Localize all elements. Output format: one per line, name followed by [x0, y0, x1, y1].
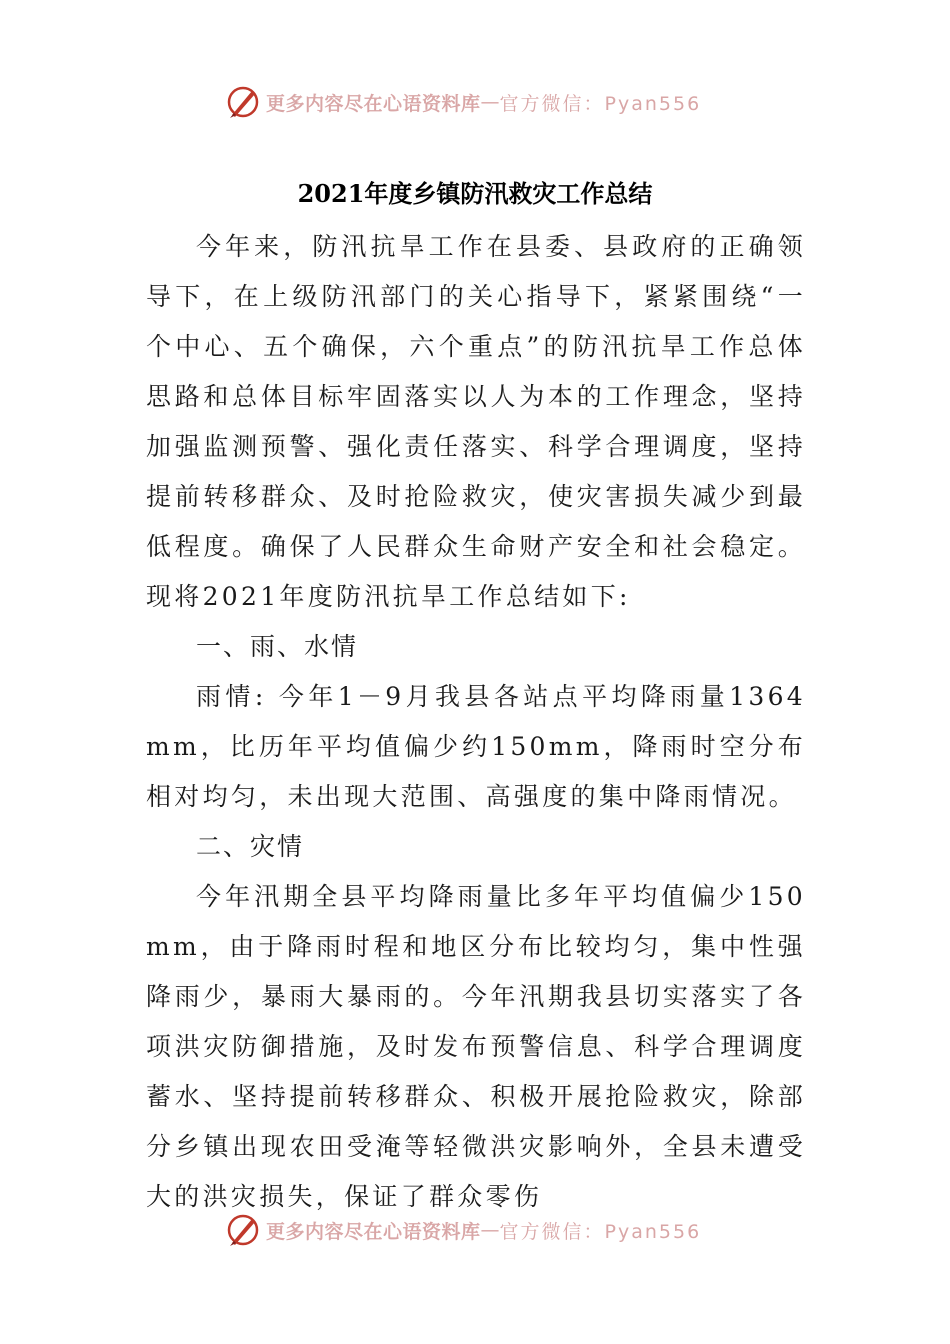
- section-heading-rain-water: 一、雨、水情: [196, 632, 359, 661]
- watermark-banner-top: [226, 82, 701, 122]
- watermark-separator: —: [480, 1219, 500, 1241]
- watermark-separator: —: [480, 91, 500, 113]
- watermark-banner-bottom: [226, 1210, 701, 1250]
- pen-circle-logo-icon: [226, 85, 260, 119]
- pen-circle-logo-icon: [226, 1213, 260, 1247]
- document-body: [146, 222, 806, 1222]
- disaster-paragraph: 今年汛期全县平均降雨量比多年平均值偏少150mm，由于降雨时程和地区分布比较均匀，集中性强降雨少，暴雨大暴雨的。今年汛期我县切实落实了各项洪灾防御措施，及时发布预警信息、科学合理调度蓄水、坚持提前转移群众、积极开展抢险救灾，除部分乡镇出现农田受淹等轻微洪灾影响外，全县未遭受大的洪灾损失，保证了群众零伤: [146, 882, 806, 1211]
- watermark-brand: 更多内容尽在心语资料库: [266, 92, 481, 115]
- section-heading-disaster: 二、灾情: [196, 832, 305, 861]
- watermark-wechat: 官方微信：Pyan556: [499, 92, 702, 115]
- watermark-wechat: 官方微信：Pyan556: [499, 1220, 702, 1243]
- watermark-brand: 更多内容尽在心语资料库: [266, 1220, 481, 1243]
- document-title: 2021年度乡镇防汛救灾工作总结: [297, 179, 653, 208]
- intro-paragraph: 今年来，防汛抗旱工作在县委、县政府的正确领导下，在上级防汛部门的关心指导下，紧紧围绕“一个中心、五个确保，六个重点”的防汛抗旱工作总体思路和总体目标牢固落实以人为本的工作理念，坚持加强监测预警、强化责任落实、科学合理调度，坚持提前转移群众、及时抢险救灾，使灾害损失减少到最低程度。确保了人民群众生命财产安全和社会稳定。现将2021年度防汛抗旱工作总结如下:: [146, 232, 806, 611]
- rain-paragraph: 雨情: 今年1－9月我县各站点平均降雨量1364mm，比历年平均值偏少约150mm，降雨时空分布相对均匀，未出现大范围、高强度的集中降雨情况。: [146, 682, 806, 811]
